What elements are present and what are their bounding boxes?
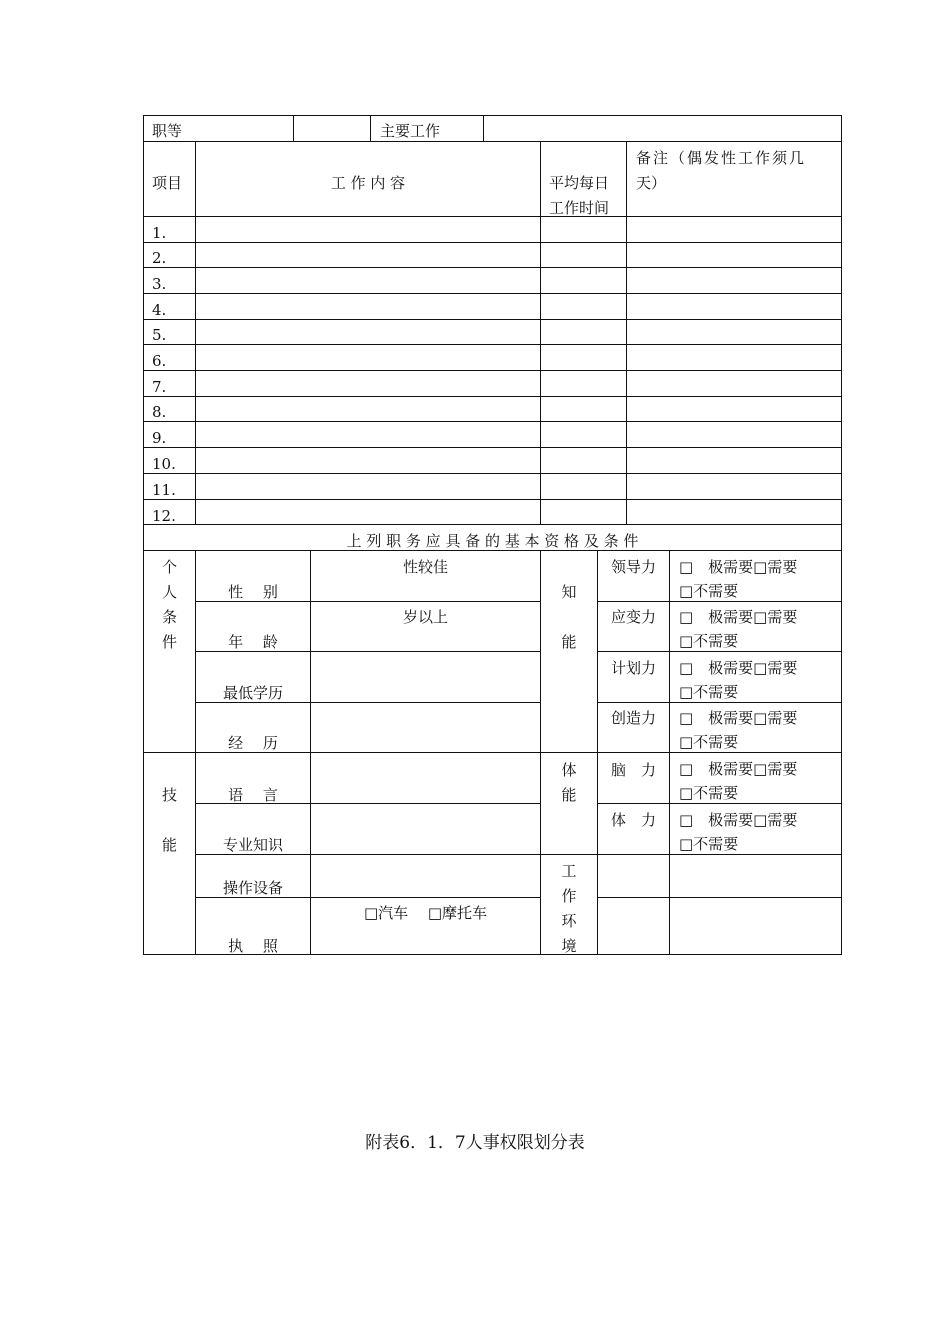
gender-value: 性较佳 — [402, 558, 448, 576]
work-content-header: 工 作 内 容 — [330, 174, 406, 192]
grid-line — [597, 651, 842, 652]
grid-line — [143, 499, 842, 500]
need-options: □ 极需要□需要 — [679, 709, 798, 727]
personal-group-char: 条 — [161, 608, 177, 626]
planning-label: 计划力 — [610, 659, 656, 677]
skills-group-char: 能 — [161, 836, 177, 854]
grid-line — [370, 115, 371, 141]
grid-line — [669, 550, 670, 955]
remark-header-line2: 天） — [636, 174, 667, 192]
grid-line — [597, 702, 842, 703]
grid-line — [143, 216, 842, 217]
grid-line — [597, 601, 842, 602]
creativity-label: 创造力 — [610, 709, 656, 727]
environment-group-char: 环 — [561, 912, 577, 930]
row-number: 12. — [152, 507, 176, 525]
grid-line — [540, 141, 541, 525]
personal-group-char: 个 — [161, 558, 177, 576]
grid-line — [143, 396, 842, 397]
need-options: □不需要 — [679, 632, 739, 650]
physical-group-char: 能 — [561, 786, 577, 804]
row-number: 2. — [152, 249, 167, 267]
environment-group-char: 工 — [561, 862, 577, 880]
knowledge-group-char: 知 — [561, 583, 577, 601]
grid-line — [143, 421, 842, 422]
personal-group-char: 件 — [161, 633, 177, 651]
grid-line — [143, 524, 842, 525]
grid-line — [293, 115, 294, 141]
need-options: □不需要 — [679, 683, 739, 701]
environment-group-char: 作 — [561, 887, 577, 905]
grid-line — [143, 242, 842, 243]
environment-group-char: 境 — [561, 937, 577, 955]
grid-line — [195, 141, 196, 525]
personal-group-char: 人 — [161, 583, 177, 601]
grid-line — [143, 370, 842, 371]
grid-line — [143, 344, 842, 345]
need-options: □ 极需要□需要 — [679, 811, 798, 829]
brain-power-label: 脑 力 — [610, 761, 656, 779]
experience-label: 经 历 — [228, 734, 278, 752]
row-number: 5. — [152, 326, 167, 344]
equipment-label: 操作设备 — [222, 879, 283, 897]
need-options: □ 极需要□需要 — [679, 608, 798, 626]
physical-group-char: 体 — [561, 761, 577, 779]
avg-time-header-line2: 工作时间 — [549, 199, 610, 217]
education-label: 最低学历 — [222, 684, 283, 702]
remark-header-line1: 备注（偶发性工作须几 — [636, 149, 807, 167]
need-options: □不需要 — [679, 582, 739, 600]
language-label: 语 言 — [228, 786, 278, 804]
grid-line — [597, 897, 842, 898]
knowledge-label: 专业知识 — [222, 836, 283, 854]
grid-line — [143, 319, 842, 320]
row-number: 9. — [152, 429, 167, 447]
need-options: □ 极需要□需要 — [679, 760, 798, 778]
age-label: 年 龄 — [228, 633, 278, 651]
grid-line — [143, 473, 842, 474]
rank-label: 职等 — [152, 122, 183, 140]
row-number: 7. — [152, 378, 167, 396]
qualifications-title: 上 列 职 务 应 具 备 的 基 本 资 格 及 条 件 — [346, 532, 639, 550]
grid-line — [143, 447, 842, 448]
need-options: □ 极需要□需要 — [679, 659, 798, 677]
skills-group-char: 技 — [161, 786, 177, 804]
grid-line — [143, 141, 842, 142]
row-number: 6. — [152, 352, 167, 370]
knowledge-group-char: 能 — [561, 633, 577, 651]
row-number: 3. — [152, 275, 167, 293]
license-label: 执 照 — [228, 937, 278, 955]
row-number: 11. — [152, 481, 176, 499]
need-options: □不需要 — [679, 835, 739, 853]
row-number: 4. — [152, 301, 167, 319]
grid-line — [597, 803, 842, 804]
grid-line — [626, 141, 627, 525]
avg-time-header-line1: 平均每日 — [549, 174, 610, 192]
grid-line — [143, 293, 842, 294]
adaptability-label: 应变力 — [610, 608, 656, 626]
grid-line — [483, 115, 484, 141]
need-options: □不需要 — [679, 733, 739, 751]
need-options: □ 极需要□需要 — [679, 558, 798, 576]
row-number: 8. — [152, 403, 167, 421]
row-number: 10. — [152, 455, 176, 473]
gender-label: 性 别 — [228, 583, 278, 601]
license-options: □汽车 □摩托车 — [363, 904, 488, 922]
physical-power-label: 体 力 — [610, 811, 656, 829]
grid-line — [143, 267, 842, 268]
row-number: 1. — [152, 224, 167, 242]
leadership-label: 领导力 — [610, 558, 656, 576]
main-work-label: 主要工作 — [380, 122, 441, 140]
item-header: 项目 — [152, 174, 183, 192]
age-value: 岁以上 — [402, 608, 448, 626]
need-options: □不需要 — [679, 784, 739, 802]
caption: 附表6．1．7人事权限划分表 — [365, 1133, 585, 1153]
table-border-top — [143, 115, 842, 116]
